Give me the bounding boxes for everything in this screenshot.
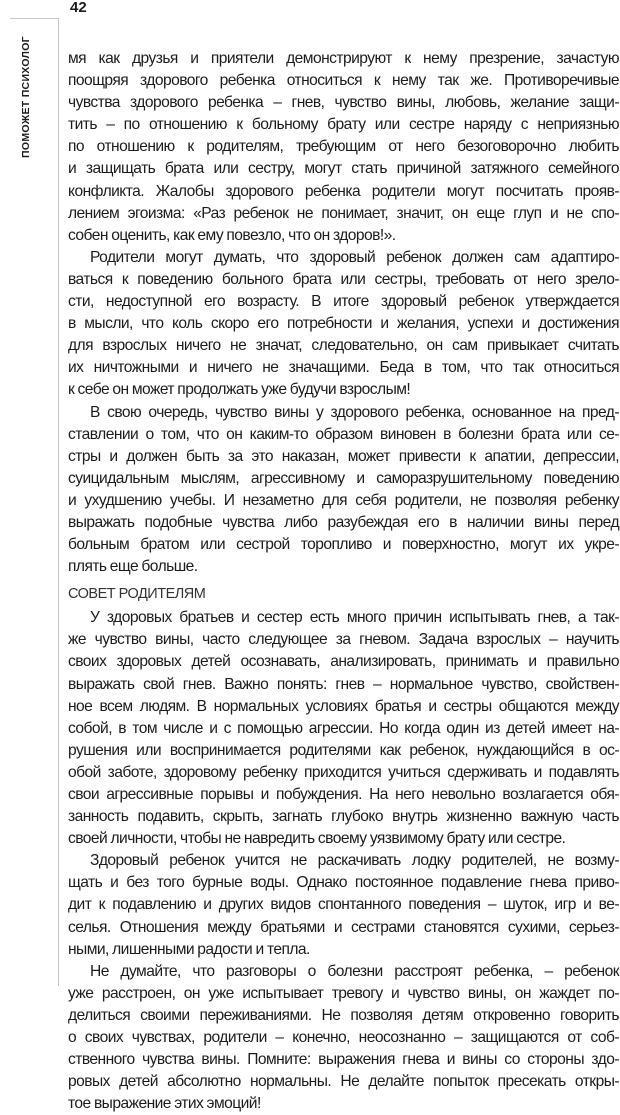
text-line: и защищать брата или сестру, могут стать причиной затяжного семейного <box>68 160 619 178</box>
text-line: рушения или воспринимается родителями как ребенок, нуждающийся в ос- <box>68 741 619 759</box>
running-header: ПОМОЖЕТ ПСИХОЛОГ <box>20 36 32 158</box>
text-line: о своих чувствах, родители – конечно, неосознанно – защищаются от соб- <box>68 1029 619 1047</box>
text-line: выражать подобные чувства либо разубеждая его в наличии вины перед <box>68 513 619 531</box>
text-line: щать и без того бурные воды. Однако постоянное подавление гнева приво- <box>68 874 619 892</box>
paragraph <box>68 48 619 247</box>
text-line: свои агрессивные порывы и побуждения. На него невольно возлагается обя- <box>68 786 619 803</box>
text-line: суицидальным мыслям, агрессивному и саморазрушительному поведению <box>68 469 619 487</box>
text-line: ственного чувства вины. Помните: выражения гнева и вины со стороны здо- <box>68 1051 619 1069</box>
section-heading: СОВЕТ РОДИТЕЛЯМ <box>68 586 206 603</box>
paragraph <box>68 961 619 1115</box>
text-line: Не думайте, что разговоры о болезни расстроят ребенка, – ребенок <box>90 962 619 980</box>
paragraph <box>68 850 619 960</box>
text-line: в мысли, что коль скоро его потребности и желания, успехи и достижения <box>68 315 619 333</box>
text-line: выражать свой гнев. Важно понять: гнев – нормальное чувство, свойствен- <box>68 675 619 693</box>
text-line: своей личности, чтобы не навредить своему уязвимому брату или сестре. <box>68 830 566 848</box>
page-body <box>68 48 619 1115</box>
text-line: У здоровых братьев и сестер есть много причин испытывать гнев, а так- <box>90 609 619 627</box>
text-line: и ухудшению учебы. И незаметно для себя родители, не позволяя ребенку <box>68 491 619 509</box>
text-line: же чувство вины, часто следующее за гневом. Задача взрослых – научить <box>68 631 619 649</box>
text-line: лением эгоизма: «Раз ребенок не понимает, значит, он еще глуп и не спо- <box>68 204 619 222</box>
text-line: селья. Отношения между братьями и сестрами становятся сухими, серьез- <box>68 918 619 936</box>
header-rule <box>10 18 58 19</box>
paragraph <box>68 607 619 850</box>
text-line: сти, недоступной его возрасту. В итоге здоровый ребенок утверждается <box>68 293 619 311</box>
text-line: стры и должен быть за это наказан, может привести к апатии, депрессии, <box>68 447 619 465</box>
text-line: Родители могут думать, что здоровый ребенок должен сам адаптиро- <box>90 248 619 266</box>
text-line: собой, в том числе и с помощью агрессии. Но когда один из детей имеет на- <box>68 719 619 737</box>
text-line: Здоровый ребенок учится не раскачивать лодку родителей, не возму- <box>90 852 619 870</box>
text-line: уже расстроен, он уже испытывает тревогу и чувство вины, он жаждет по- <box>68 984 619 1002</box>
text-line: ваться к поведению больного брата или сестры, требовать от него зрело- <box>68 270 619 288</box>
text-line: делиться своими переживаниями. Не позволяя детям откровенно говорить <box>68 1006 619 1024</box>
text-line: больным братом или сестрой торопливо и поверхностно, могут их укре- <box>68 536 619 554</box>
text-line: В свою очередь, чувство вины у здорового ребенка, основанное на пред- <box>90 403 619 421</box>
text-line: дит к подавлению и других видов спонтанного поведения – шуток, игр и ве- <box>68 896 619 914</box>
text-line: плять еще больше. <box>68 558 198 576</box>
text-line: ровых детей абсолютно нормальны. Не делайте попыток пресекать откры- <box>68 1073 619 1091</box>
text-line: обой заботе, здоровому ребенку приходится учиться сдерживать и подавлять <box>68 763 619 781</box>
text-line: ными, лишенными радости и тепла. <box>68 940 310 958</box>
text-line: по отношению к родителям, требующим от него безоговорочно любить <box>68 138 619 156</box>
text-line: к себе он может продолжать уже будучи взрослым! <box>68 381 411 399</box>
text-line: чувства здорового ребенка – гнев, чувство вины, любовь, желание защи- <box>68 94 619 112</box>
text-line: их ничтожными и ничего не значащими. Беда в том, что так относиться <box>68 359 619 377</box>
text-line: занность подавить, скрыть, загнать глубоко внутрь жизненно важную часть <box>68 808 619 826</box>
text-line: ное всем людям. В нормальных условиях братья и сестры общаются между <box>68 697 619 715</box>
margin-rule <box>58 18 59 986</box>
text-line: мя как друзья и приятели демонстрируют к нему презрение, зачастую <box>68 50 619 67</box>
text-line: поощряя здорового ребенка относиться к нему так же. Противоречивые <box>68 72 619 90</box>
text-line: тить – по отношению к больному брату или сестре наряду с неприязнью <box>68 116 619 134</box>
paragraph <box>68 247 619 402</box>
text-line: собен оценить, как ему повезло, что он здоров!». <box>68 226 396 244</box>
text-line: ставлении о том, что он каким-то образом виновен в болезни брата или се- <box>68 425 619 443</box>
text-line: для взрослых ничего не значат, следовательно, он сам привыкает считать <box>68 337 619 355</box>
page-number: 42 <box>70 0 87 16</box>
paragraph <box>68 402 619 579</box>
text-line: конфликта. Жалобы здорового ребенка родители могут посчитать прояв- <box>68 182 619 200</box>
text-line: своих здоровых детей осознавать, анализировать, принимать и правильно <box>68 653 619 671</box>
text-line: тое выражение этих эмоций! <box>68 1095 261 1113</box>
